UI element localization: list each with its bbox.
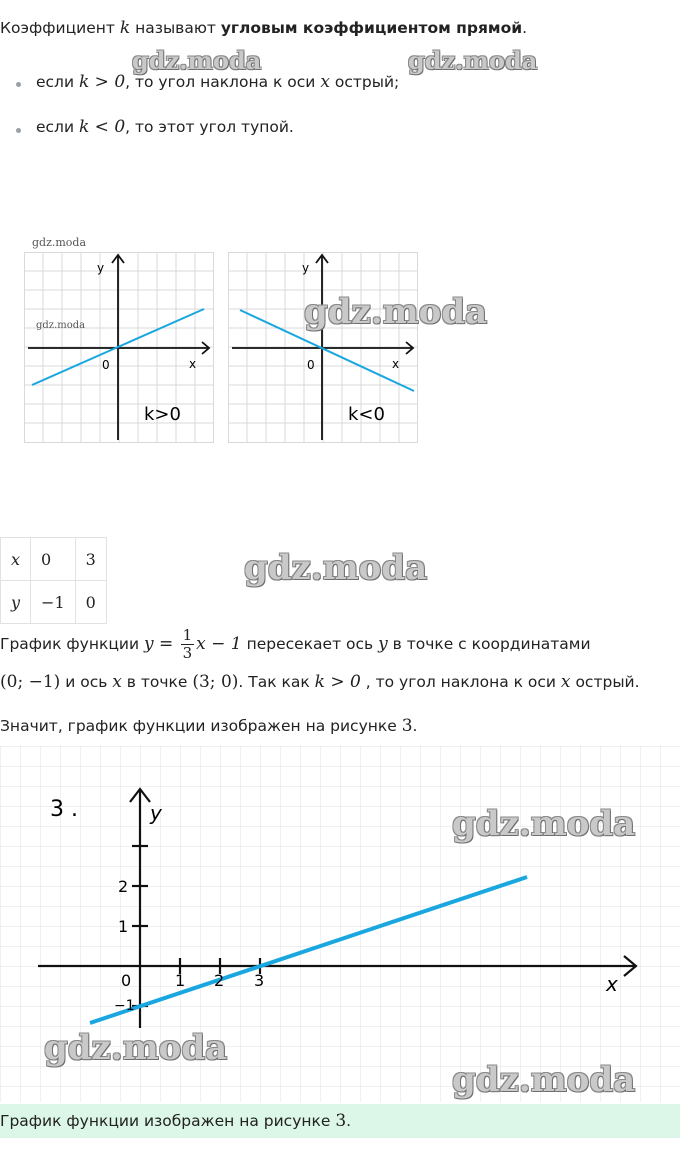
y-axis-label: y bbox=[302, 261, 310, 275]
watermark-small: gdz.moda bbox=[36, 320, 86, 331]
paragraph-text: Значит, график функции изображен на рисунке bbox=[0, 717, 402, 735]
paragraph-text: График функции bbox=[0, 635, 144, 653]
intro-text bbox=[0, 18, 527, 38]
watermark: gdz.moda bbox=[408, 46, 538, 75]
graph-caption: k<0 bbox=[348, 404, 385, 425]
small-graph-negative bbox=[228, 252, 418, 443]
math-condition: k > 0 bbox=[314, 672, 361, 692]
values-table bbox=[0, 537, 107, 624]
small-graph-positive bbox=[24, 252, 214, 443]
watermark: gdz.moda bbox=[304, 292, 488, 332]
table-cell: 0 bbox=[75, 581, 106, 624]
answer-number: 3 bbox=[335, 1111, 347, 1131]
math-expression: x − 1 bbox=[196, 634, 242, 654]
watermark: gdz.moda bbox=[452, 1060, 636, 1100]
paragraph-text: , то угол наклона к оси bbox=[360, 673, 561, 691]
table-cell: 3 bbox=[75, 538, 106, 581]
table-cell: −1 bbox=[31, 581, 76, 624]
answer-text: График функции изображен на рисунке bbox=[0, 1112, 336, 1130]
y-tick-label: 2 bbox=[118, 877, 129, 896]
table-header-cell: y bbox=[1, 581, 31, 624]
paragraph-text: . Так как bbox=[238, 673, 315, 691]
table-cell: 0 bbox=[31, 538, 76, 581]
figure-number: 3 bbox=[401, 716, 413, 736]
fraction-denominator: 3 bbox=[182, 644, 193, 662]
x-axis-label: x bbox=[606, 972, 618, 996]
bullet-item bbox=[36, 72, 399, 92]
intro-bold: угловым коэффициентом прямой bbox=[220, 19, 523, 37]
watermark: gdz.moda bbox=[244, 548, 428, 588]
x-axis-label: x bbox=[189, 357, 197, 371]
bullet-item bbox=[36, 117, 294, 137]
x-tick-label: 2 bbox=[214, 971, 225, 990]
watermark-small: gdz.moda bbox=[32, 236, 87, 249]
y-tick-label: 1 bbox=[118, 917, 129, 936]
bullet-text: если bbox=[36, 73, 79, 91]
origin-label: 0 bbox=[307, 358, 315, 372]
math-op: = bbox=[153, 634, 179, 654]
paragraph-text: и ось bbox=[60, 673, 113, 691]
paragraph-text: в точке с координатами bbox=[387, 635, 591, 653]
watermark: gdz.moda bbox=[132, 46, 262, 75]
paragraph-conclusion bbox=[0, 716, 417, 736]
bullet-text: , то этот угол тупой. bbox=[125, 118, 294, 136]
intro-before: Коэффициент bbox=[0, 19, 120, 37]
fraction-numerator: 1 bbox=[182, 626, 193, 644]
paragraph-text: . bbox=[412, 717, 418, 735]
intro-var: k bbox=[119, 18, 131, 38]
math-point: (0; −1) bbox=[0, 672, 61, 692]
watermark: gdz.moda bbox=[44, 1028, 228, 1068]
answer-box bbox=[0, 1104, 680, 1138]
watermark: gdz.moda bbox=[452, 804, 636, 844]
math-var: x bbox=[112, 672, 122, 692]
bullet-math: k < 0 bbox=[78, 117, 126, 137]
bullet-text: , то угол наклона к оси bbox=[125, 73, 321, 91]
bullet-math: x bbox=[320, 72, 330, 92]
bullet-dot bbox=[16, 128, 21, 133]
paragraph-text: пересекает ось bbox=[241, 635, 379, 653]
graph-caption: k>0 bbox=[144, 404, 181, 425]
paragraph-text: острый. bbox=[570, 673, 640, 691]
intro-middle: называют bbox=[130, 19, 221, 37]
paragraph-function bbox=[0, 624, 591, 664]
x-axis-label: x bbox=[392, 357, 400, 371]
x-tick-label: 3 bbox=[254, 971, 265, 990]
math-var: y bbox=[378, 634, 388, 654]
table-header-cell: x bbox=[1, 538, 31, 581]
y-axis-label: y bbox=[97, 261, 105, 275]
figure-label: 3 . bbox=[50, 797, 78, 822]
fraction bbox=[181, 627, 195, 662]
x-tick-label: 0 bbox=[121, 971, 132, 990]
origin-label: 0 bbox=[102, 358, 110, 372]
bullet-text: если bbox=[36, 118, 79, 136]
math-point: (3; 0) bbox=[192, 672, 239, 692]
paragraph-intersection bbox=[0, 672, 640, 692]
math-var: x bbox=[560, 672, 571, 692]
table-row bbox=[1, 581, 107, 624]
math-var: y bbox=[143, 634, 154, 654]
bullet-dot bbox=[16, 82, 21, 87]
paragraph-text: в точке bbox=[121, 673, 193, 691]
answer-text: . bbox=[346, 1112, 352, 1130]
x-tick-label: 1 bbox=[175, 971, 186, 990]
bullet-math: k > 0 bbox=[78, 72, 126, 92]
intro-after: . bbox=[522, 19, 528, 37]
bullet-text: острый; bbox=[329, 73, 400, 91]
table-row bbox=[1, 538, 107, 581]
y-tick-label: −1 bbox=[114, 998, 135, 1014]
y-axis-label: y bbox=[150, 801, 162, 825]
